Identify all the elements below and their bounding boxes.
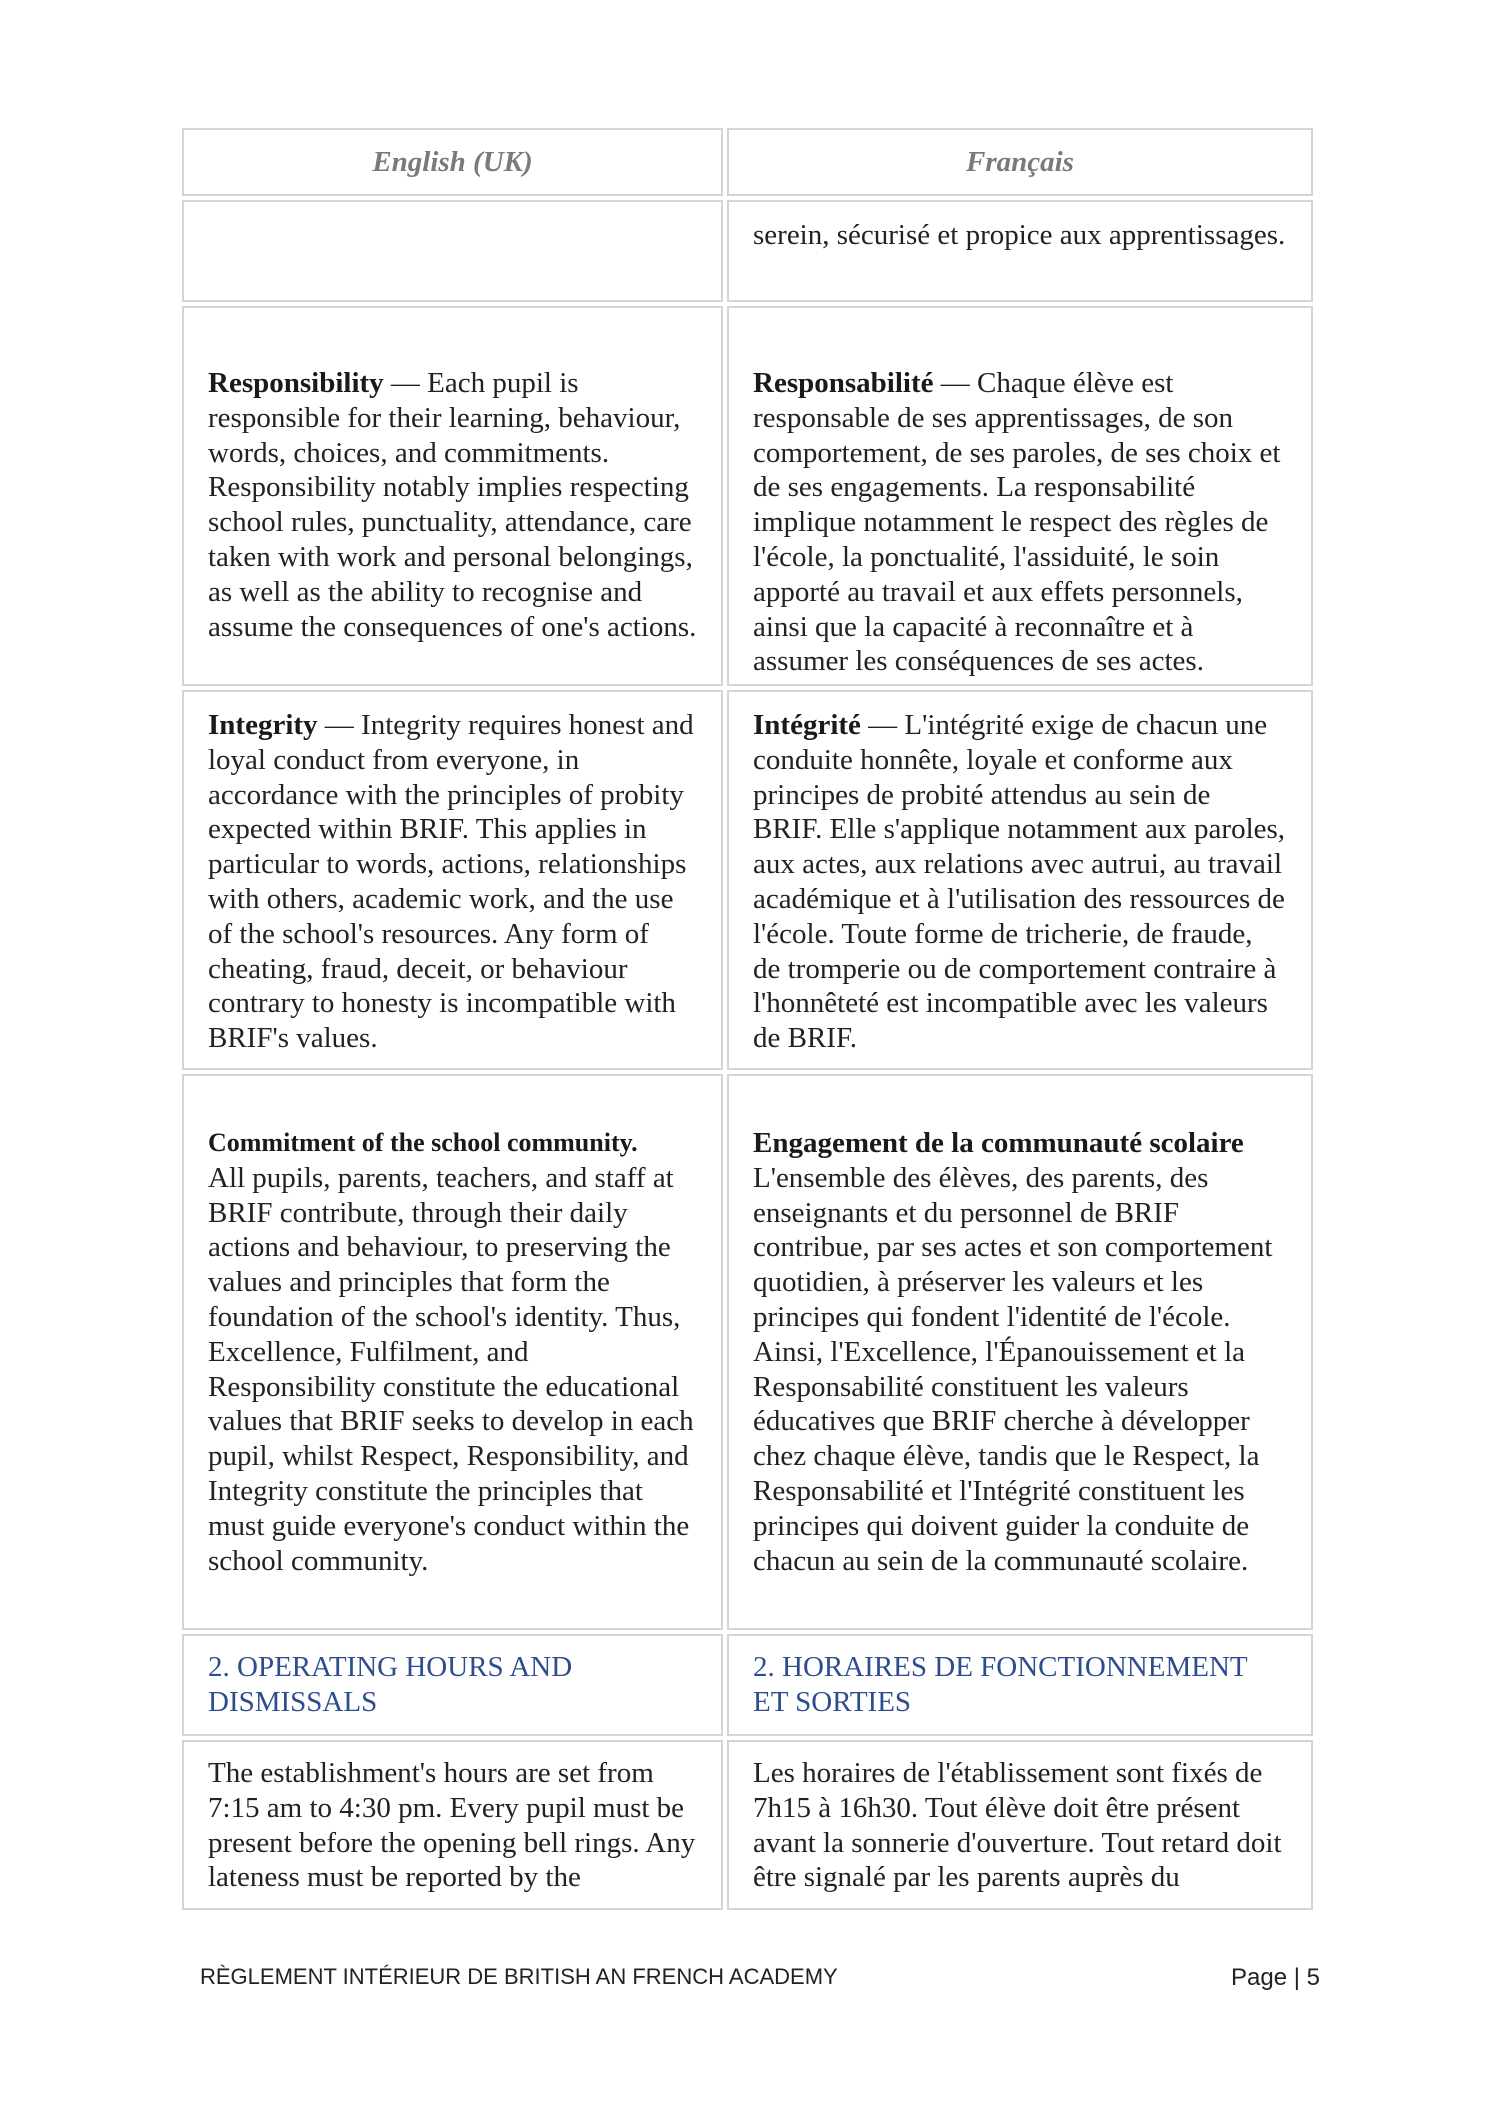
table-row-commitment bbox=[182, 1074, 1313, 1630]
cell-fr-integrity bbox=[727, 690, 1313, 1070]
page-footer bbox=[200, 1964, 1320, 1992]
cell-en-commitment bbox=[182, 1074, 723, 1630]
integrity-text-en: — Integrity requires honest and loyal conduct from everyone, in accordance with the principles of probity expected within BRIF. This applies in particular to words, actions, relationships with others, academic work, and the use of the school's resources. Any form of cheating, fraud, deceit, or behaviour contrary to honesty is incompatible with BRIF's values. bbox=[208, 709, 694, 1055]
table-header-row bbox=[182, 128, 1313, 196]
table-row-integrity bbox=[182, 690, 1313, 1070]
commitment-text-fr: L'ensemble des élèves, des parents, des enseignants et du personnel de BRIF contribue, par ses actes et son comportement quotidien, à préserver les valeurs et les principes qui fondent l'identité de l'école. Ainsi, l'Excellence, l'Épanouissement et la Responsabilité constituent les valeurs éducatives que BRIF cherche à développer chez chaque élève, tandis que le Respect, la Responsabilité et l'Intégrité constituent les principes qui doivent guider la conduite de chacun au sein de la communauté scolaire. bbox=[753, 1161, 1273, 1577]
table-row-section-heading bbox=[182, 1634, 1313, 1736]
column-header-french: Français bbox=[727, 128, 1313, 196]
integrity-text-fr: — L'intégrité exige de chacun une conduite honnête, loyale et conforme aux principes de probité attendus au sein de BRIF. Elle s'applique notamment aux paroles, aux actes, aux relations avec autrui, au travail académique et à l'utilisation des ressources de l'école. Toute forme de tricherie, de fraude, de tromperie ou de comportement contraire à l'honnêteté est incompatible avec les valeurs de BRIF. bbox=[753, 709, 1286, 1055]
cell-fr-commitment bbox=[727, 1074, 1313, 1630]
section-heading-en: 2. OPERATING HOURS AND DISMISSALS bbox=[182, 1634, 723, 1736]
responsibility-title-fr: Responsabilité bbox=[753, 367, 934, 399]
table-row-continuation bbox=[182, 200, 1313, 302]
cell-en-continuation bbox=[182, 200, 723, 302]
commitment-text-en: All pupils, parents, teachers, and staff at BRIF contribute, through their daily actions and behaviour, to preserving the values and principles that form the foundation of the school's identity. Thus, Excellence, Fulfilment, and Responsibility constitute the educational values that BRIF seeks to develop in each pupil, whilst Respect, Responsibility, and Integrity constitute the principles that must guide everyone's conduct within the school community. bbox=[208, 1161, 694, 1577]
table-row-responsibility bbox=[182, 306, 1313, 686]
cell-fr-responsibility bbox=[727, 306, 1313, 686]
cell-en-responsibility bbox=[182, 306, 723, 686]
responsibility-text-fr: — Chaque élève est responsable de ses apprentissages, de son comportement, de ses paroles, de ses choix et de ses engagements. La responsabilité implique notamment le respect des règles de l'école, la ponctualité, l'assiduité, le soin apporté au travail et aux effets personnels, ainsi que la capacité à reconnaître et à assumer les conséquences de ses actes. bbox=[753, 367, 1281, 678]
commitment-title-en: Commitment of the school community. bbox=[208, 1128, 638, 1157]
hours-text-fr: Les horaires de l'établissement sont fixés de 7h15 à 16h30. Tout élève doit être présent avant la sonnerie d'ouverture. Tout retard doit être signalé par les parents auprès du bbox=[753, 1757, 1282, 1894]
cell-fr-hours bbox=[727, 1740, 1313, 1910]
cell-fr-continuation: serein, sécurisé et propice aux apprentissages. bbox=[727, 200, 1313, 302]
column-header-english: English (UK) bbox=[182, 128, 723, 196]
responsibility-title-en: Responsibility bbox=[208, 367, 384, 399]
cell-en-hours bbox=[182, 1740, 723, 1910]
commitment-title-fr: Engagement de la communauté scolaire bbox=[753, 1127, 1244, 1159]
table-row-hours bbox=[182, 1740, 1313, 1910]
footer-title: RÈGLEMENT INTÉRIEUR DE BRITISH AN FRENCH ACADEMY bbox=[200, 1964, 838, 1989]
responsibility-text-en: — Each pupil is responsible for their learning, behaviour, words, choices, and commitments. Responsibility notably implies respecting school rules, punctuality, attendance, care taken with work and personal belongings, as well as the ability to recognise and assume the consequences of one's actions. bbox=[208, 367, 697, 643]
section-heading-fr: 2. HORAIRES DE FONCTIONNEMENT ET SORTIES bbox=[727, 1634, 1313, 1736]
cell-en-integrity bbox=[182, 690, 723, 1070]
hours-text-en: The establishment's hours are set from 7:15 am to 4:30 pm. Every pupil must be present before the opening bell rings. Any lateness must be reported by the bbox=[208, 1757, 696, 1894]
integrity-title-en: Integrity bbox=[208, 709, 318, 741]
page-number: Page | 5 bbox=[1231, 1964, 1320, 1991]
integrity-title-fr: Intégrité bbox=[753, 709, 861, 741]
bilingual-table bbox=[182, 128, 1313, 1914]
